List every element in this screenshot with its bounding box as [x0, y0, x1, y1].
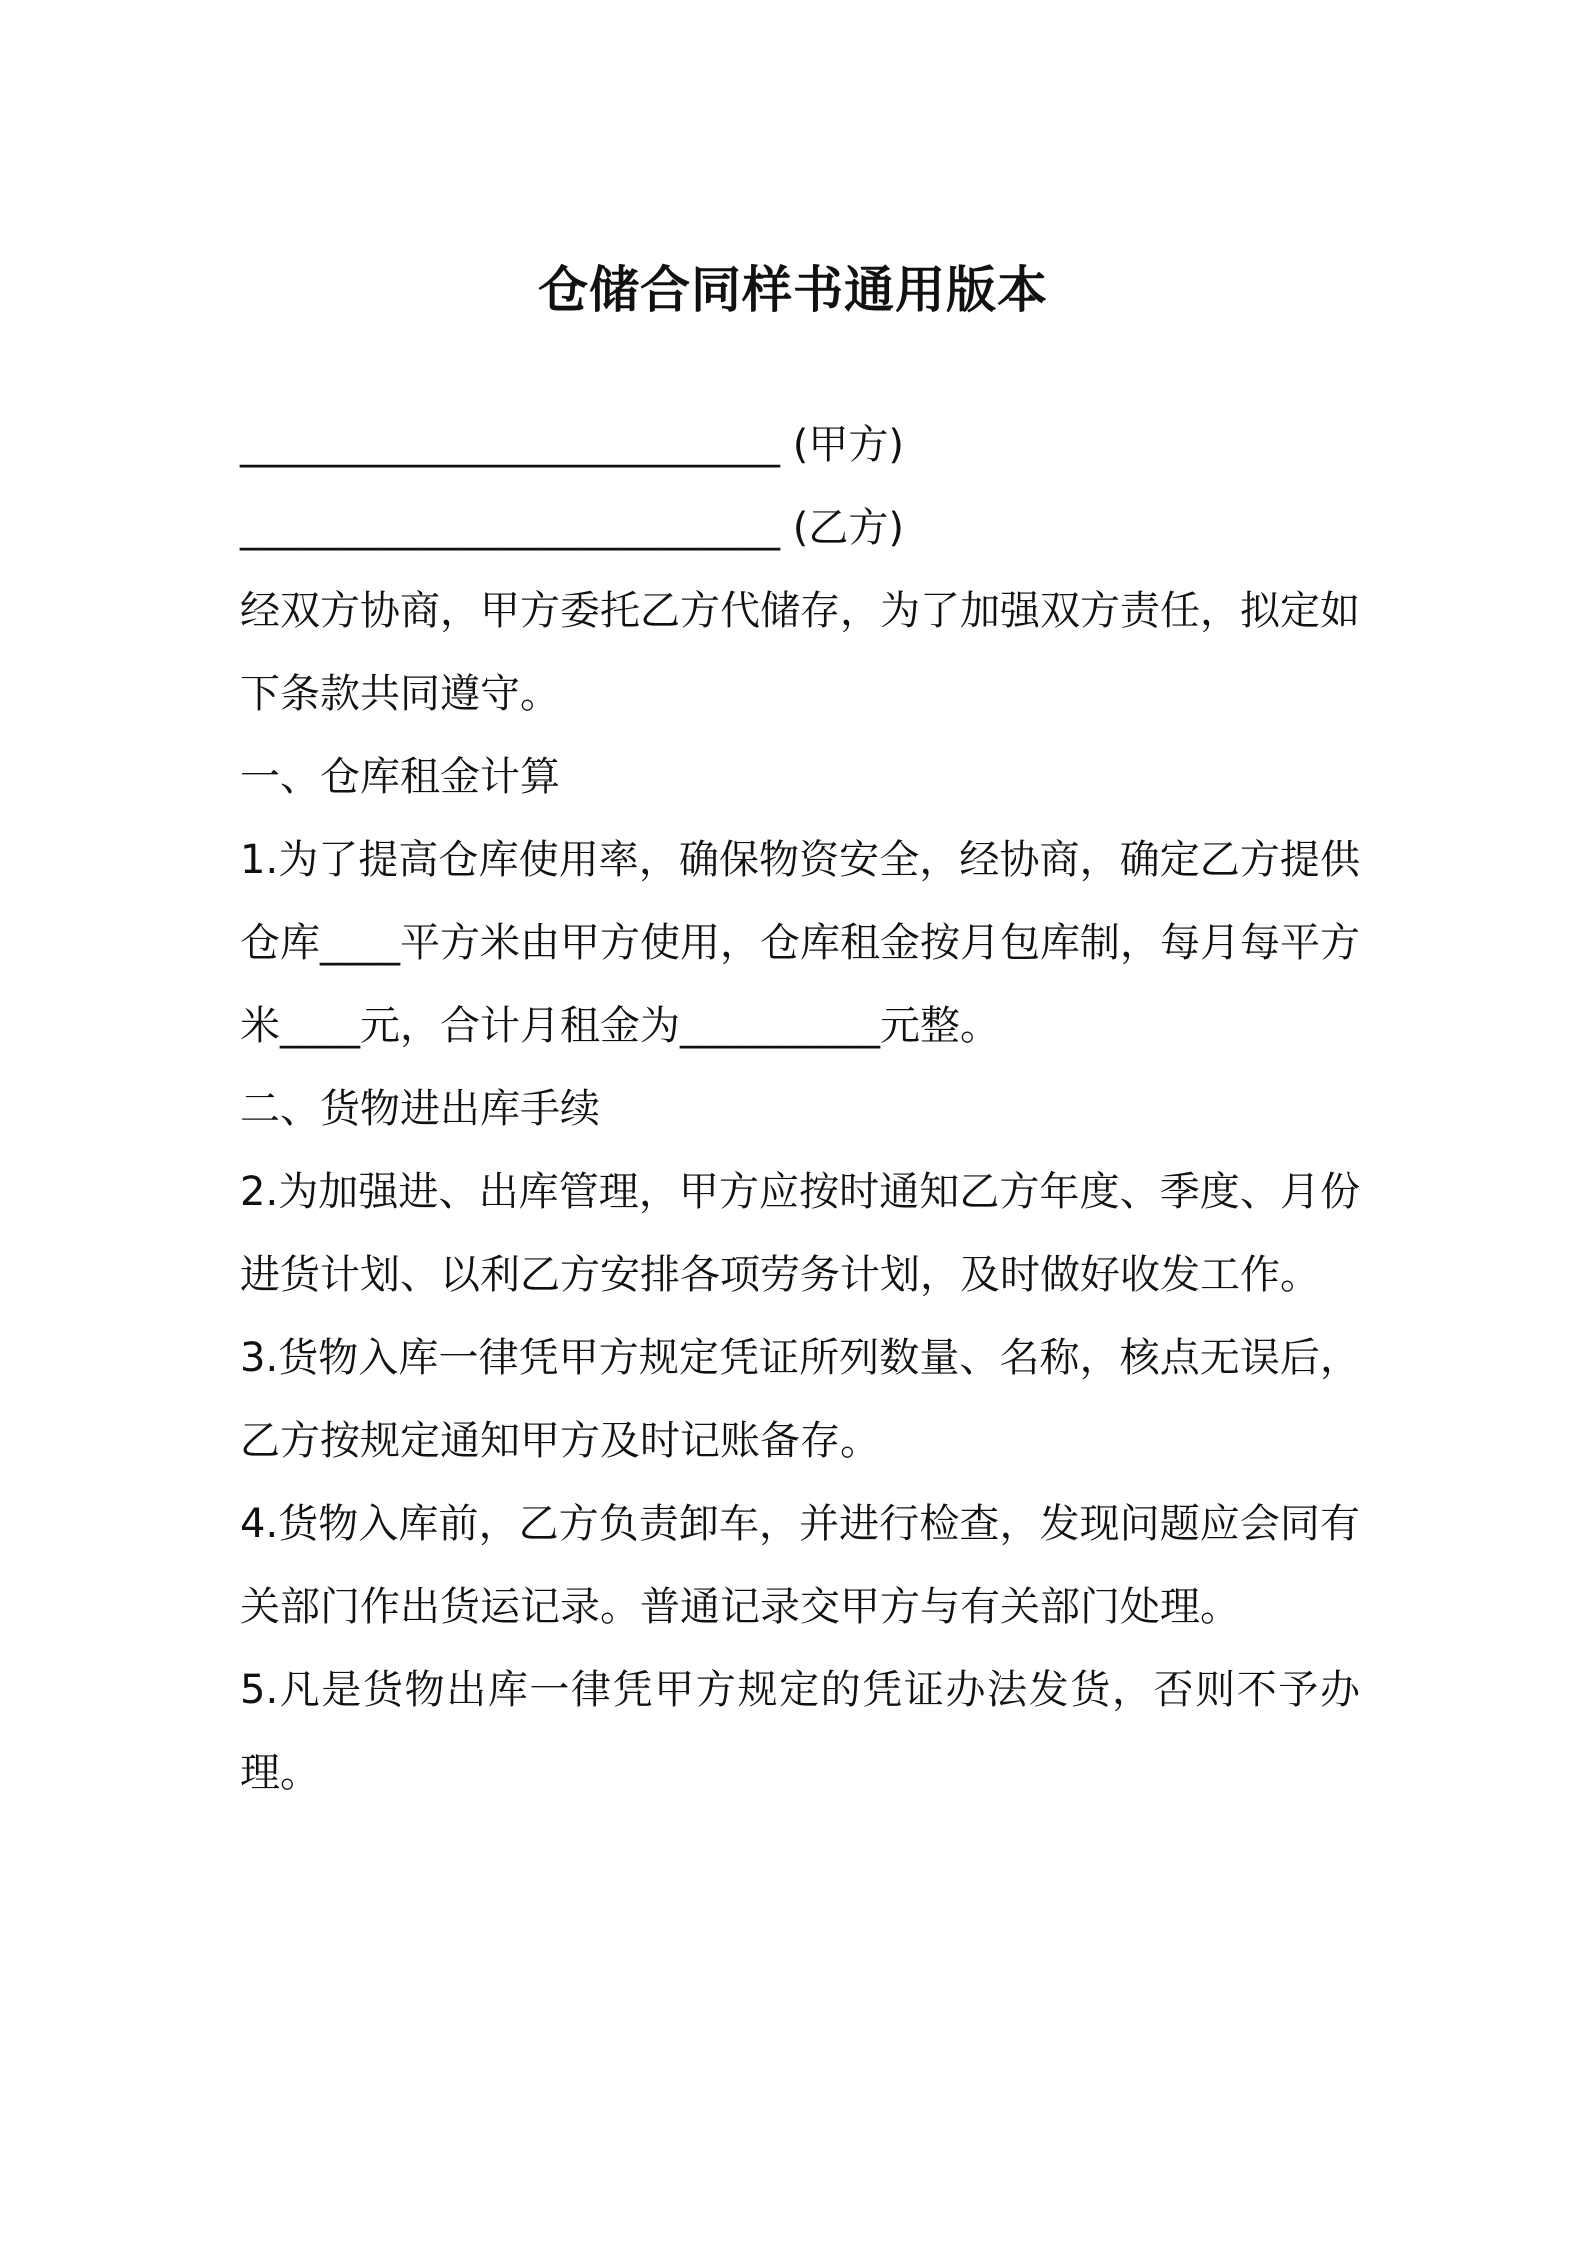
party-b-line: ___________________________ (乙方) — [240, 505, 904, 551]
document-body — [240, 404, 1360, 1815]
clause-2: 2.为加强进、出库管理，甲方应按时通知乙方年度、季度、月份进货计划、以利乙方安排各项劳务计划，及时做好收发工作。 — [240, 1169, 1360, 1298]
party-a-line: ___________________________ (甲方) — [240, 422, 904, 468]
intro-paragraph: 经双方协商，甲方委托乙方代储存，为了加强双方责任，拟定如下条款共同遵守。 — [240, 588, 1360, 717]
clause-1: 1.为了提高仓库使用率，确保物资安全，经协商，确定乙方提供仓库____平方米由甲方使用，仓库租金按月包库制，每月每平方米____元，合计月租金为__________元整。 — [240, 837, 1360, 1049]
document-title: 仓储合同样书通用版本 — [538, 261, 1048, 319]
section-heading-rent: 一、仓库租金计算 — [240, 754, 560, 800]
clause-3: 3.货物入库一律凭甲方规定凭证所列数量、名称，核点无误后，乙方按规定通知甲方及时记账备存。 — [240, 1335, 1360, 1464]
section-heading-inout: 二、货物进出库手续 — [240, 1086, 600, 1132]
clause-5: 5.凡是货物出库一律凭甲方规定的凭证办法发货，否则不予办理。 — [240, 1667, 1360, 1796]
clause-4: 4.货物入库前，乙方负责卸车，并进行检查，发现问题应会同有关部门作出货运记录。普通记录交甲方与有关部门处理。 — [240, 1501, 1360, 1630]
